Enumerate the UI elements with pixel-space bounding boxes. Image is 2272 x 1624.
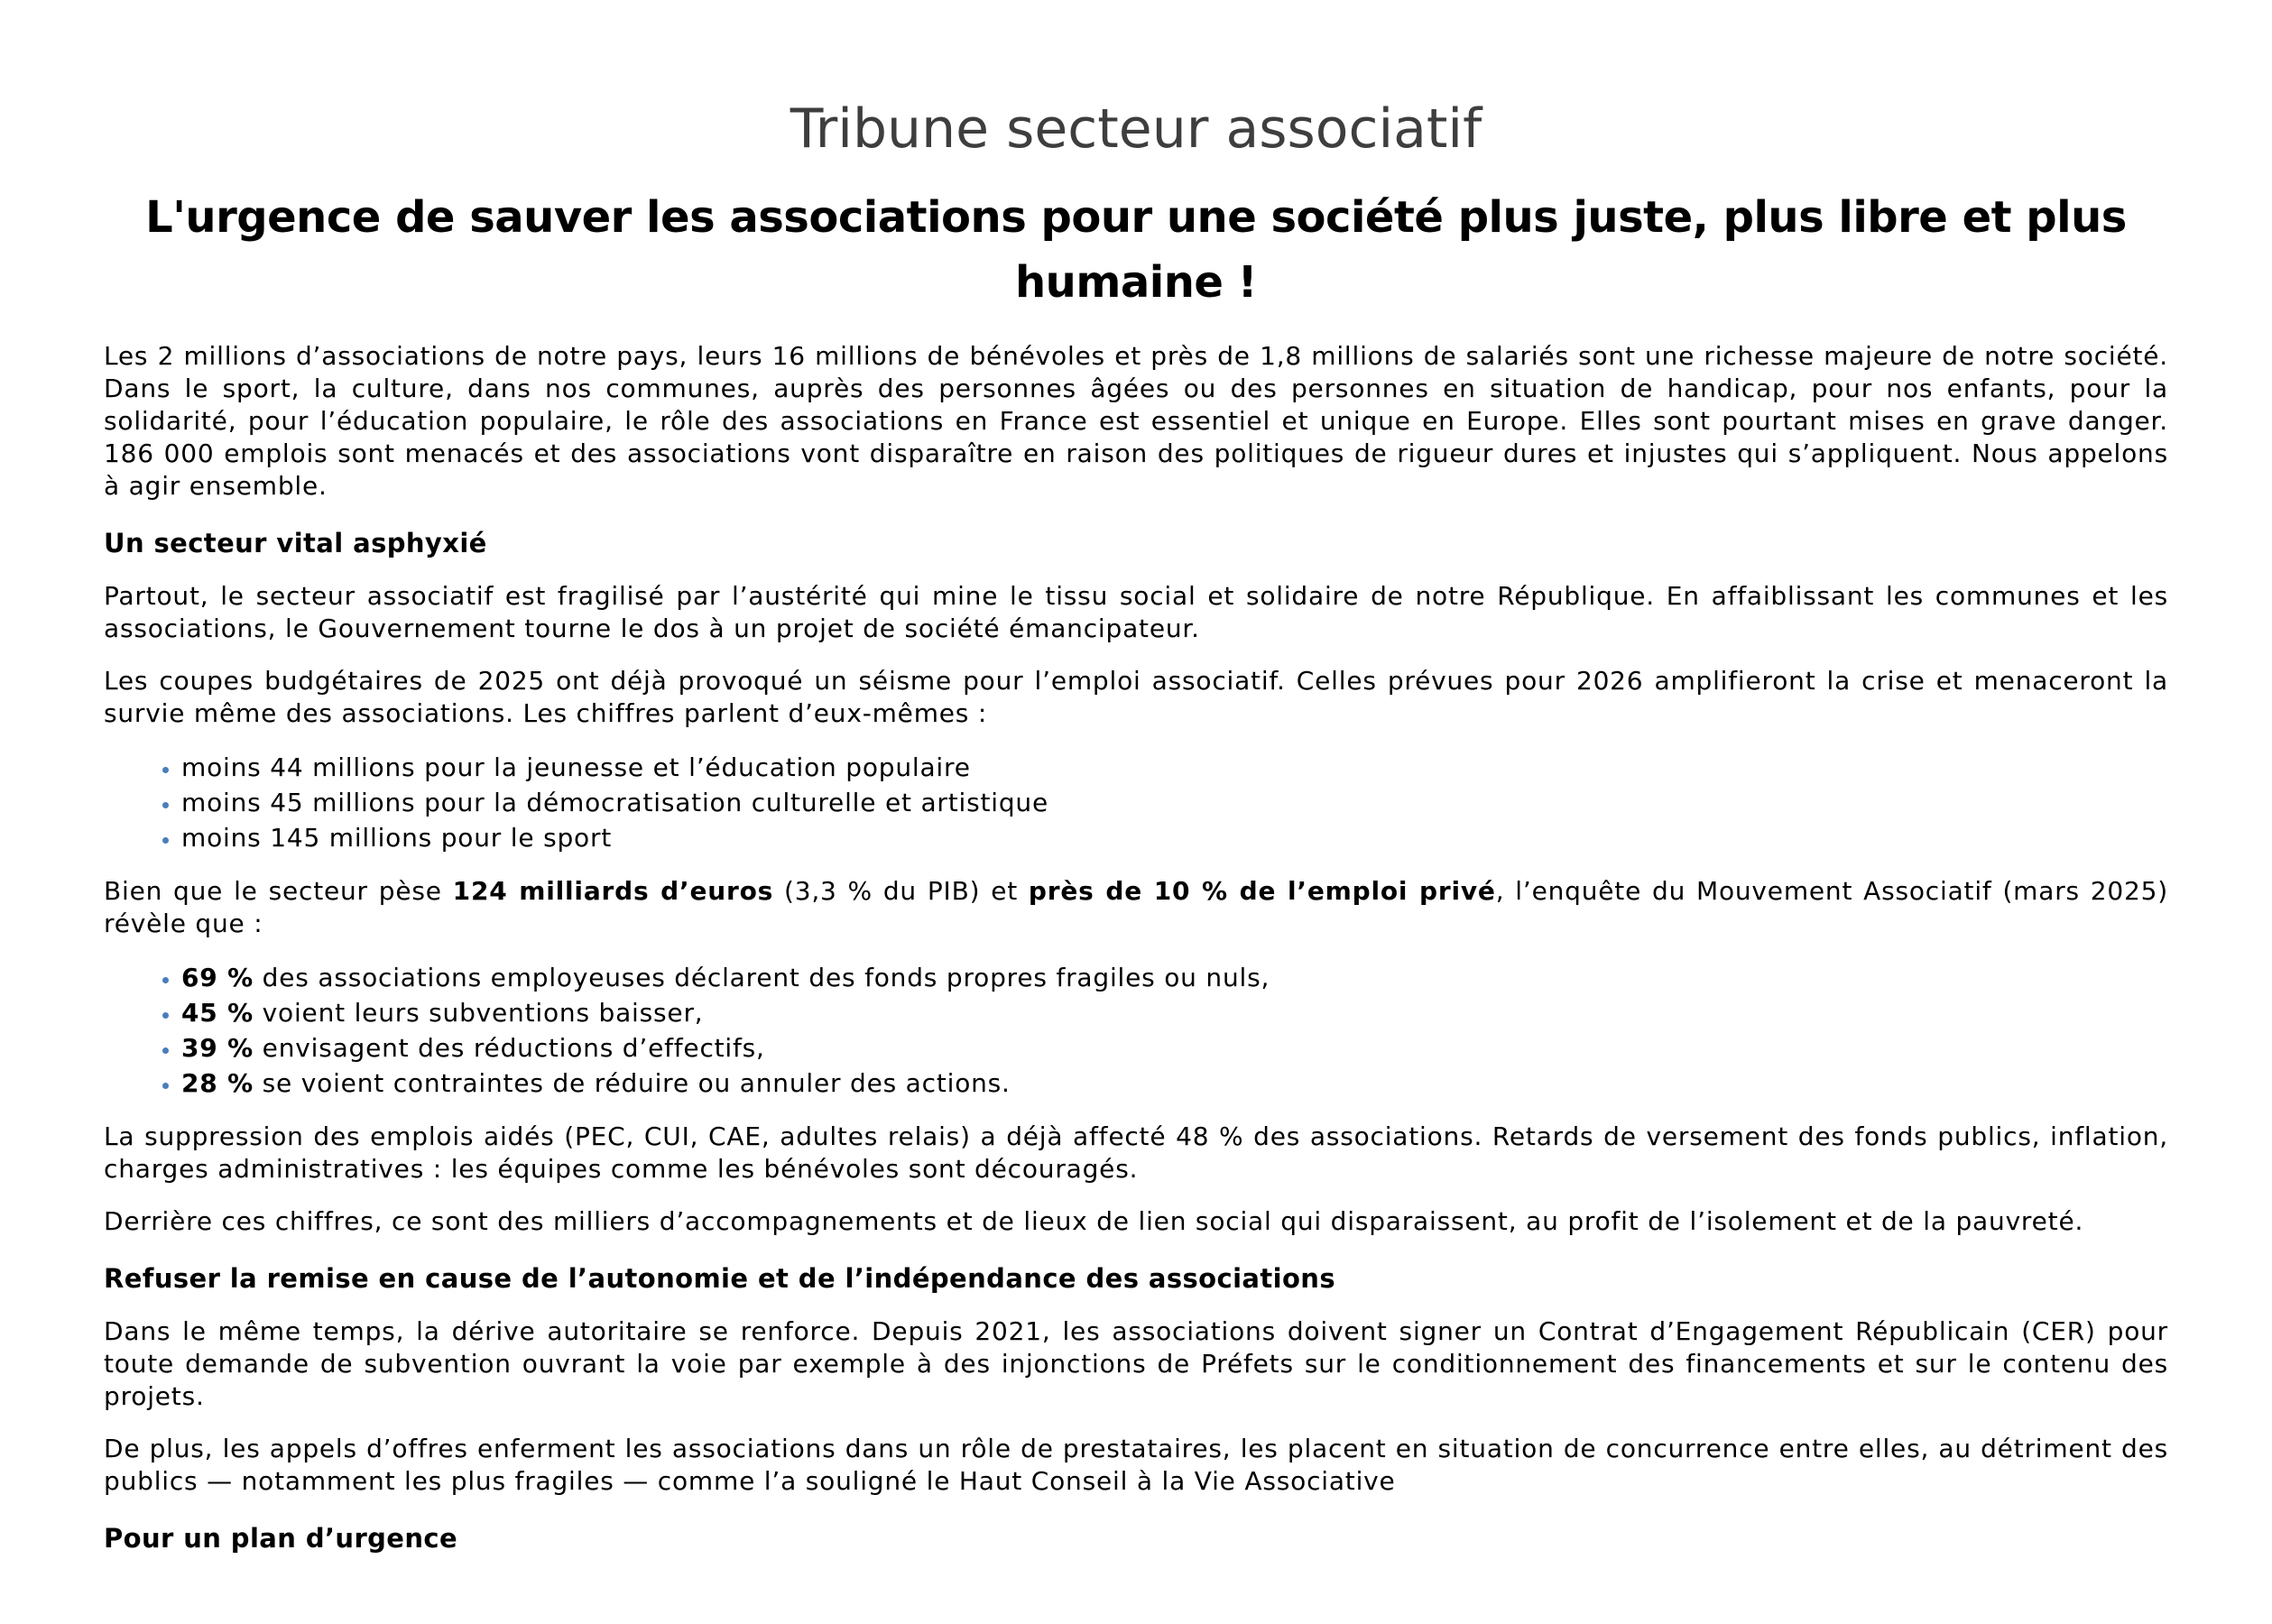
stat-item-effectifs: [181, 1030, 2168, 1066]
paragraph-coupes-budgetaires: Les coupes budgétaires de 2025 ont déjà provoqué un séisme pour l’emploi associatif. Celles prévues pour 2026 amplifieront la crise et menaceront la survie même des associations. Les chiffres parlent d’eux-mêmes :: [104, 666, 2168, 728]
paragraph-derive-autoritaire: Dans le même temps, la dérive autoritaire se renforce. Depuis 2021, les associations doivent signer un Contrat d’Engagement Républicain (CER) pour toute demande de subvention ouvrant la voie par exemple à des injonctions de Préfets sur le conditionnement des financements et sur le contenu des projets.: [104, 1316, 2168, 1411]
intro-paragraph: Les 2 millions d’associations de notre pays, leurs 16 millions de bénévoles et près de 1,8 millions de salariés sont une richesse majeure de notre société. Dans le sport, la culture, dans nos communes, auprès des personnes âgées ou des personnes en situation de handicap, pour nos enfants, pour la solidarité, pour l’éducation populaire, le rôle des associations en France est essentiel et unique en Europe. Elles sont pourtant mises en grave danger. 186 000 emplois sont menacés et des associations vont disparaître en raison des politiques de rigueur dures et injustes qui s’appliquent. Nous appelons à agir ensemble.: [104, 341, 2168, 501]
section-heading-autonomie: Refuser la remise en cause de l’autonomie et de l’indépendance des associations: [104, 1263, 1336, 1294]
paragraph-appels-offres: De plus, les appels d’offres enferment les associations dans un rôle de prestataires, les placent en situation de concurrence entre elles, au détriment des publics — notamment les plus fragiles — comme l’a souligné le Haut Conseil à la Vie Associative: [104, 1434, 2168, 1496]
document-title: Tribune secteur associatif: [790, 97, 1482, 161]
paragraph-austerite: Partout, le secteur associatif est fragilisé par l’austérité qui mine le tissu social et solidaire de notre République. En affaiblissant les communes et les associations, le Gouvernement tourne le dos à un projet de société émancipateur.: [104, 581, 2168, 643]
section-heading-plan-urgence: Pour un plan d’urgence: [104, 1523, 458, 1554]
paragraph-poids-economique: [104, 875, 2168, 940]
section-heading-secteur-vital: Un secteur vital asphyxié: [104, 528, 487, 558]
stat-text: des associations employeuses déclarent des fonds propres fragiles ou nuls,: [253, 963, 1270, 992]
weight-text-end: , l’enquête du Mouvement Associatif (mars 2025) révèle que :: [104, 876, 2168, 938]
stat-text: se voient contraintes de réduire ou annuler des actions.: [253, 1068, 1011, 1098]
paragraph-emplois-aides: La suppression des emplois aidés (PEC, CUI, CAE, adultes relais) a déjà affecté 48 % des associations. Retards de versement des fonds publics, inflation, charges administratives : les équipes comme les bénévoles sont découragés.: [104, 1121, 2168, 1184]
stat-text: envisagent des réductions d’effectifs,: [253, 1033, 765, 1063]
weight-text-mid: (3,3 % du PIB) et: [773, 876, 1029, 906]
stat-text: voient leurs subventions baisser,: [253, 998, 704, 1028]
budget-cuts-list: [104, 750, 2168, 855]
list-item-jeunesse: • moins 44 millions pour la jeunesse et l’éducation populaire: [181, 750, 2168, 785]
survey-stats-list: [104, 960, 2168, 1101]
weight-bold-milliards: 124 milliards d’euros: [452, 876, 774, 906]
list-item-sport: • moins 145 millions pour le sport: [181, 820, 2168, 855]
stat-item-actions: [181, 1066, 2168, 1101]
weight-text-start: Bien que le secteur pèse: [104, 876, 453, 906]
stat-item-subventions: [181, 995, 2168, 1030]
stat-item-fonds-propres: [181, 960, 2168, 995]
weight-bold-emploi: près de 10 % de l’emploi privé: [1028, 876, 1496, 906]
list-item-culture: • moins 45 millions pour la démocratisation culturelle et artistique: [181, 785, 2168, 820]
document-headline: L'urgence de sauver les associations pour une société plus juste, plus libre et plus humaine !: [145, 192, 2127, 308]
stat-percent: 28 %: [181, 1068, 254, 1098]
stat-percent: 39 %: [181, 1033, 254, 1063]
stat-percent: 45 %: [181, 998, 254, 1028]
paragraph-derriere-chiffres: Derrière ces chiffres, ce sont des milliers d’accompagnements et de lieux de lien social qui disparaissent, au profit de l’isolement et de la pauvreté.: [104, 1206, 2084, 1236]
stat-percent: 69 %: [181, 963, 254, 992]
